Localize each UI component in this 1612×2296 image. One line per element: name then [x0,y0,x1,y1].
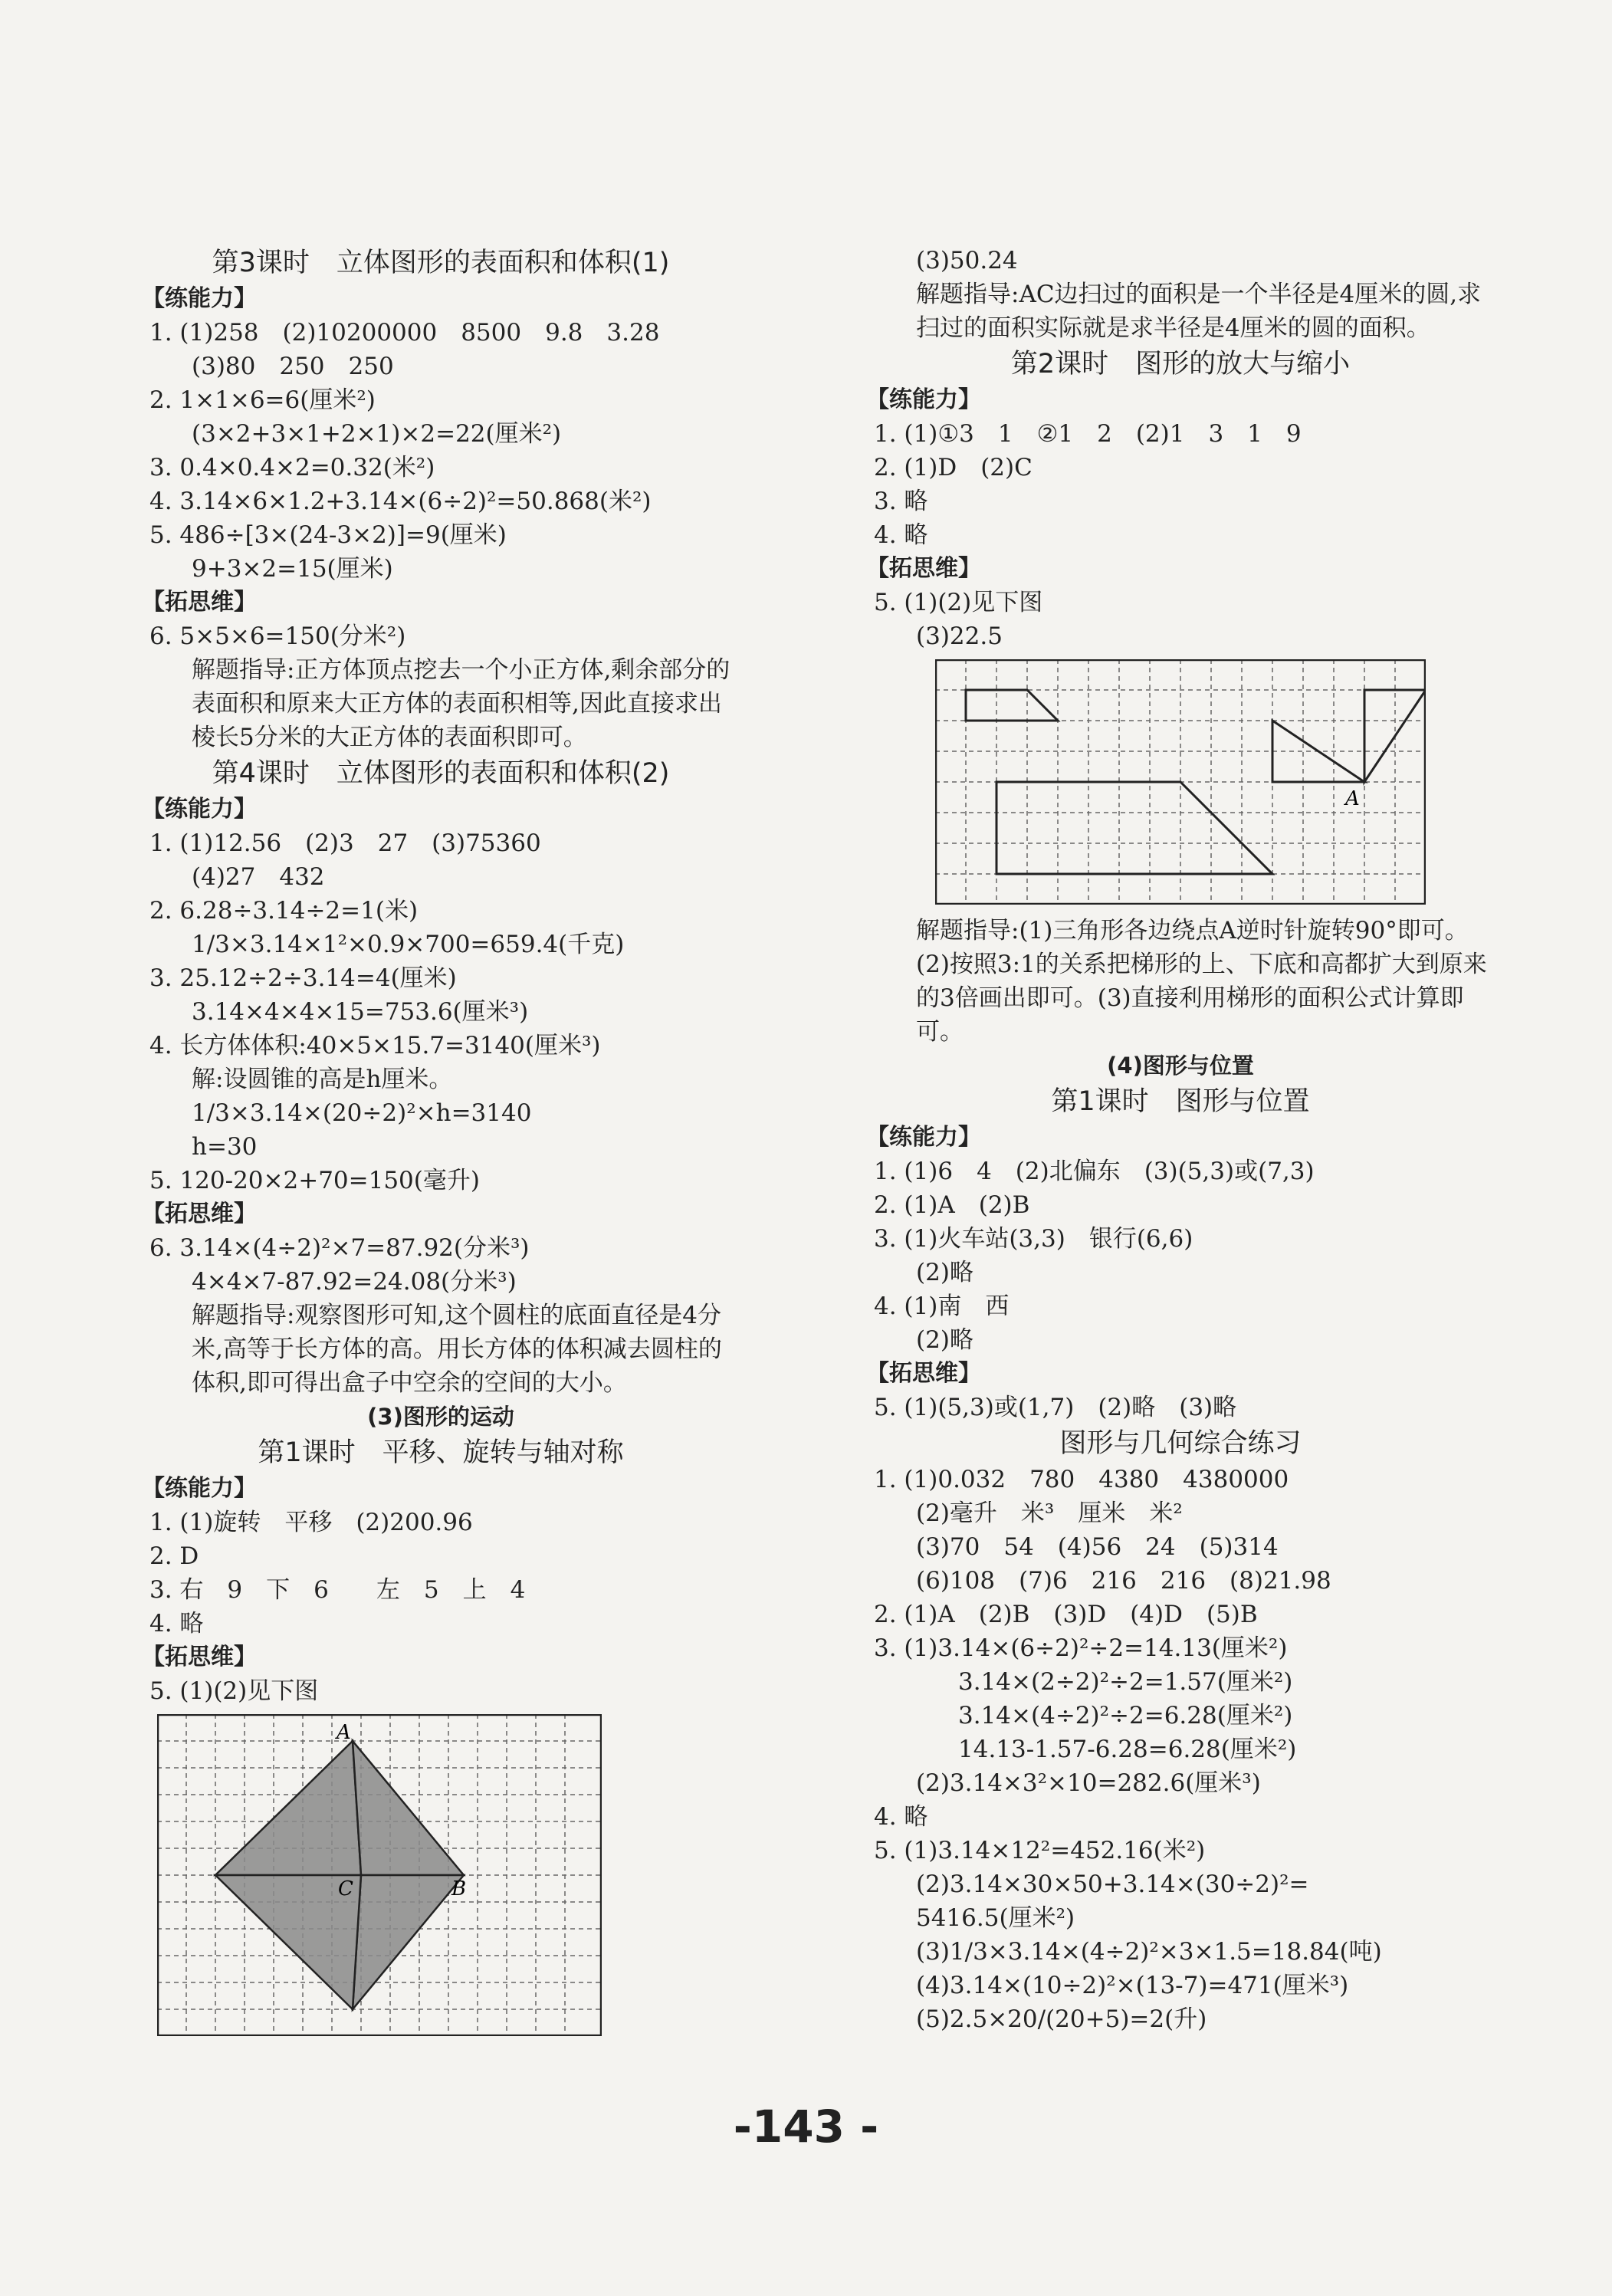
answer-line: 1. (1)①3 1 ②1 2 (2)1 3 1 9 [874,420,1302,448]
section-tag: 【练能力】 [866,1124,981,1151]
answer-line: (3)70 54 (4)56 24 (5)314 [916,1533,1279,1561]
answer-line: 4. 3.14×6×1.2+3.14×(6÷2)²=50.868(米²) [149,488,652,515]
section-tag: 【拓思维】 [866,555,981,582]
answer-line: 1/3×3.14×(20÷2)²×h=3140 [192,1099,532,1127]
answer-line: (2)3.14×3²×10=282.6(厘米³) [916,1769,1261,1797]
answer-line: 3. 0.4×0.4×2=0.32(米²) [149,454,435,481]
answer-line: 4. 略 [874,521,928,549]
answer-line: h=30 [192,1133,258,1161]
point-a-label: A [1345,787,1360,810]
answer-line: 5416.5(厘米²) [916,1904,1075,1932]
answer-line: 5. (1)3.14×12²=452.16(米²) [874,1837,1206,1864]
reflected-triangle [353,1875,467,2009]
lesson-heading: 第1课时 图形与位置 [1051,1086,1310,1117]
answer-line: 3.14×(4÷2)²÷2=6.28(厘米²) [958,1702,1293,1729]
answer-line: (2)3.14×30×50+3.14×(30÷2)²= [916,1871,1309,1898]
answer-line: (2)略 [916,1326,973,1354]
answer-line: 4. 略 [149,1610,204,1637]
answer-line: 6. 3.14×(4÷2)²×7=87.92(分米³) [149,1234,530,1262]
answer-line: (4)27 432 [192,863,325,891]
section-tag: 【拓思维】 [142,1201,257,1227]
answer-line: 5. 486÷[3×(24-3×2)]=9(厘米) [149,521,507,549]
explanation: 解题指导:观察图形可知,这个圆柱的底面直径是4分米,高等于长方体的高。用长方体的体积减去圆柱的体积,即可得出盒子中空余的空间的大小。 [192,1302,722,1397]
section-tag: 【拓思维】 [142,1644,257,1670]
answer-line: (3)1/3×3.14×(4÷2)²×3×1.5=18.84(吨) [916,1938,1382,1966]
answer-line: (2)毫升 米³ 厘米 米² [916,1499,1183,1527]
answer-line: 3. (1)火车站(3,3) 银行(6,6) [874,1225,1193,1253]
explanation: 解题指导:正方体顶点挖去一个小正方体,剩余部分的表面积和原来大正方体的表面积相等,因此直接求出棱长5分米的大正方体的表面积即可。 [192,656,730,751]
enlargement-grid-figure [935,659,1426,905]
enlarged-trapezoid [996,782,1272,874]
answer-line: 9+3×2=15(厘米) [192,555,393,583]
small-trapezoid [966,690,1058,721]
rotation-grid-figure [157,1714,602,2036]
answer-line: 解:设圆锥的高是h厘米。 [192,1066,453,1093]
answer-line: 1. (1)0.032 780 4380 4380000 [874,1466,1289,1493]
lesson-heading: 第4课时 立体图形的表面积和体积(2) [212,758,670,789]
answer-line: 5. (1)(2)见下图 [874,589,1043,616]
answer-line: 2. (1)A (2)B [874,1191,1030,1219]
answer-line: (6)108 (7)6 216 216 (8)21.98 [916,1567,1331,1595]
answer-line: 5. 120-20×2+70=150(毫升) [149,1167,480,1194]
answer-line: 3. 略 [874,488,928,515]
answer-line: 4. (1)南 西 [874,1293,1010,1320]
answer-line: (4)3.14×(10÷2)²×(13-7)=471(厘米³) [916,1972,1349,1999]
answer-line: 5. (1)(2)见下图 [149,1677,319,1705]
left-column [142,244,732,2045]
section-tag: 【练能力】 [142,1475,257,1502]
explanation: 解题指导:AC边扫过的面积是一个半径是4厘米的圆,求扫过的面积实际就是求半径是4厘米的圆的面积。 [916,281,1482,342]
answer-line: 1. (1)6 4 (2)北偏东 (3)(5,3)或(7,3) [874,1158,1315,1185]
answer-line: (3)80 250 250 [192,353,394,380]
answer-line: 4. 略 [874,1803,928,1831]
lesson-heading: 图形与几何综合练习 [1059,1428,1302,1459]
answer-line: (3)22.5 [916,622,1003,650]
answer-line: 5. (1)(5,3)或(1,7) (2)略 (3)略 [874,1394,1237,1421]
answer-line: 1/3×3.14×1²×0.9×700=659.4(千克) [192,931,625,958]
answer-line: (3×2+3×1+2×1)×2=22(厘米²) [192,420,562,448]
rotated-triangle [215,1741,361,1875]
answer-line: 6. 5×5×6=150(分米²) [149,622,406,650]
answer-line: 2. 1×1×6=6(厘米²) [149,386,376,414]
right-column [866,244,1487,2036]
answer-line: 2. 6.28÷3.14÷2=1(米) [149,897,419,925]
answer-line: 14.13-1.57-6.28=6.28(厘米²) [958,1736,1297,1763]
section-tag: 【练能力】 [866,386,981,413]
answer-line: 3. 25.12÷2÷3.14=4(厘米) [149,964,457,992]
answer-line: 3. (1)3.14×(6÷2)²÷2=14.13(厘米²) [874,1634,1288,1662]
answer-line: 3.14×(2÷2)²÷2=1.57(厘米²) [958,1668,1293,1696]
page-number: -143 - [733,2101,879,2153]
lesson-heading: 第2课时 图形的放大与缩小 [1010,349,1351,379]
answer-line: (5)2.5×20/(20+5)=2(升) [916,2005,1207,2033]
lesson-heading: 第3课时 立体图形的表面积和体积(1) [212,248,670,278]
answer-line: 2. (1)D (2)C [874,454,1033,481]
answer-line: 1. (1)旋转 平移 (2)200.96 [149,1509,473,1536]
answer-line: 4. 长方体体积:40×5×15.7=3140(厘米³) [149,1032,601,1059]
section-tag: 【练能力】 [142,285,257,312]
answer-line: 1. (1)258 (2)10200000 8500 9.8 3.28 [149,319,660,347]
point-c-label: C [338,1877,353,1900]
unit-subheading: (4)图形与位置 [1107,1053,1254,1079]
lesson-heading: 第1课时 平移、旋转与轴对称 [258,1437,624,1468]
section-tag: 【拓思维】 [142,589,257,616]
answer-line: 1. (1)12.56 (2)3 27 (3)75360 [149,829,541,857]
answer-line: (3)50.24 [916,247,1018,274]
section-tag: 【练能力】 [142,796,257,823]
answer-line: 3.14×4×4×15=753.6(厘米³) [192,998,529,1026]
point-a-label: A [337,1721,351,1744]
answer-line: (2)略 [916,1259,973,1286]
answer-line: 3. 右 9 下 6 左 5 上 4 [149,1576,526,1604]
original-triangle [353,1741,464,1875]
explanation: 解题指导:(1)三角形各边绕点A逆时针旋转90°即可。(2)按照3:1的关系把梯形的上、下底和高都扩大到原来的3倍画出即可。(3)直接利用梯形的面积公式计算即可。 [916,917,1487,1046]
answer-line: 4×4×7-87.92=24.08(分米³) [192,1268,517,1296]
answer-line: 2. D [149,1542,199,1570]
unit-subheading: (3)图形的运动 [367,1404,514,1430]
answer-line: 2. (1)A (2)B (3)D (4)D (5)B [874,1601,1258,1628]
section-tag: 【拓思维】 [866,1360,981,1387]
point-b-label: B [451,1877,467,1900]
